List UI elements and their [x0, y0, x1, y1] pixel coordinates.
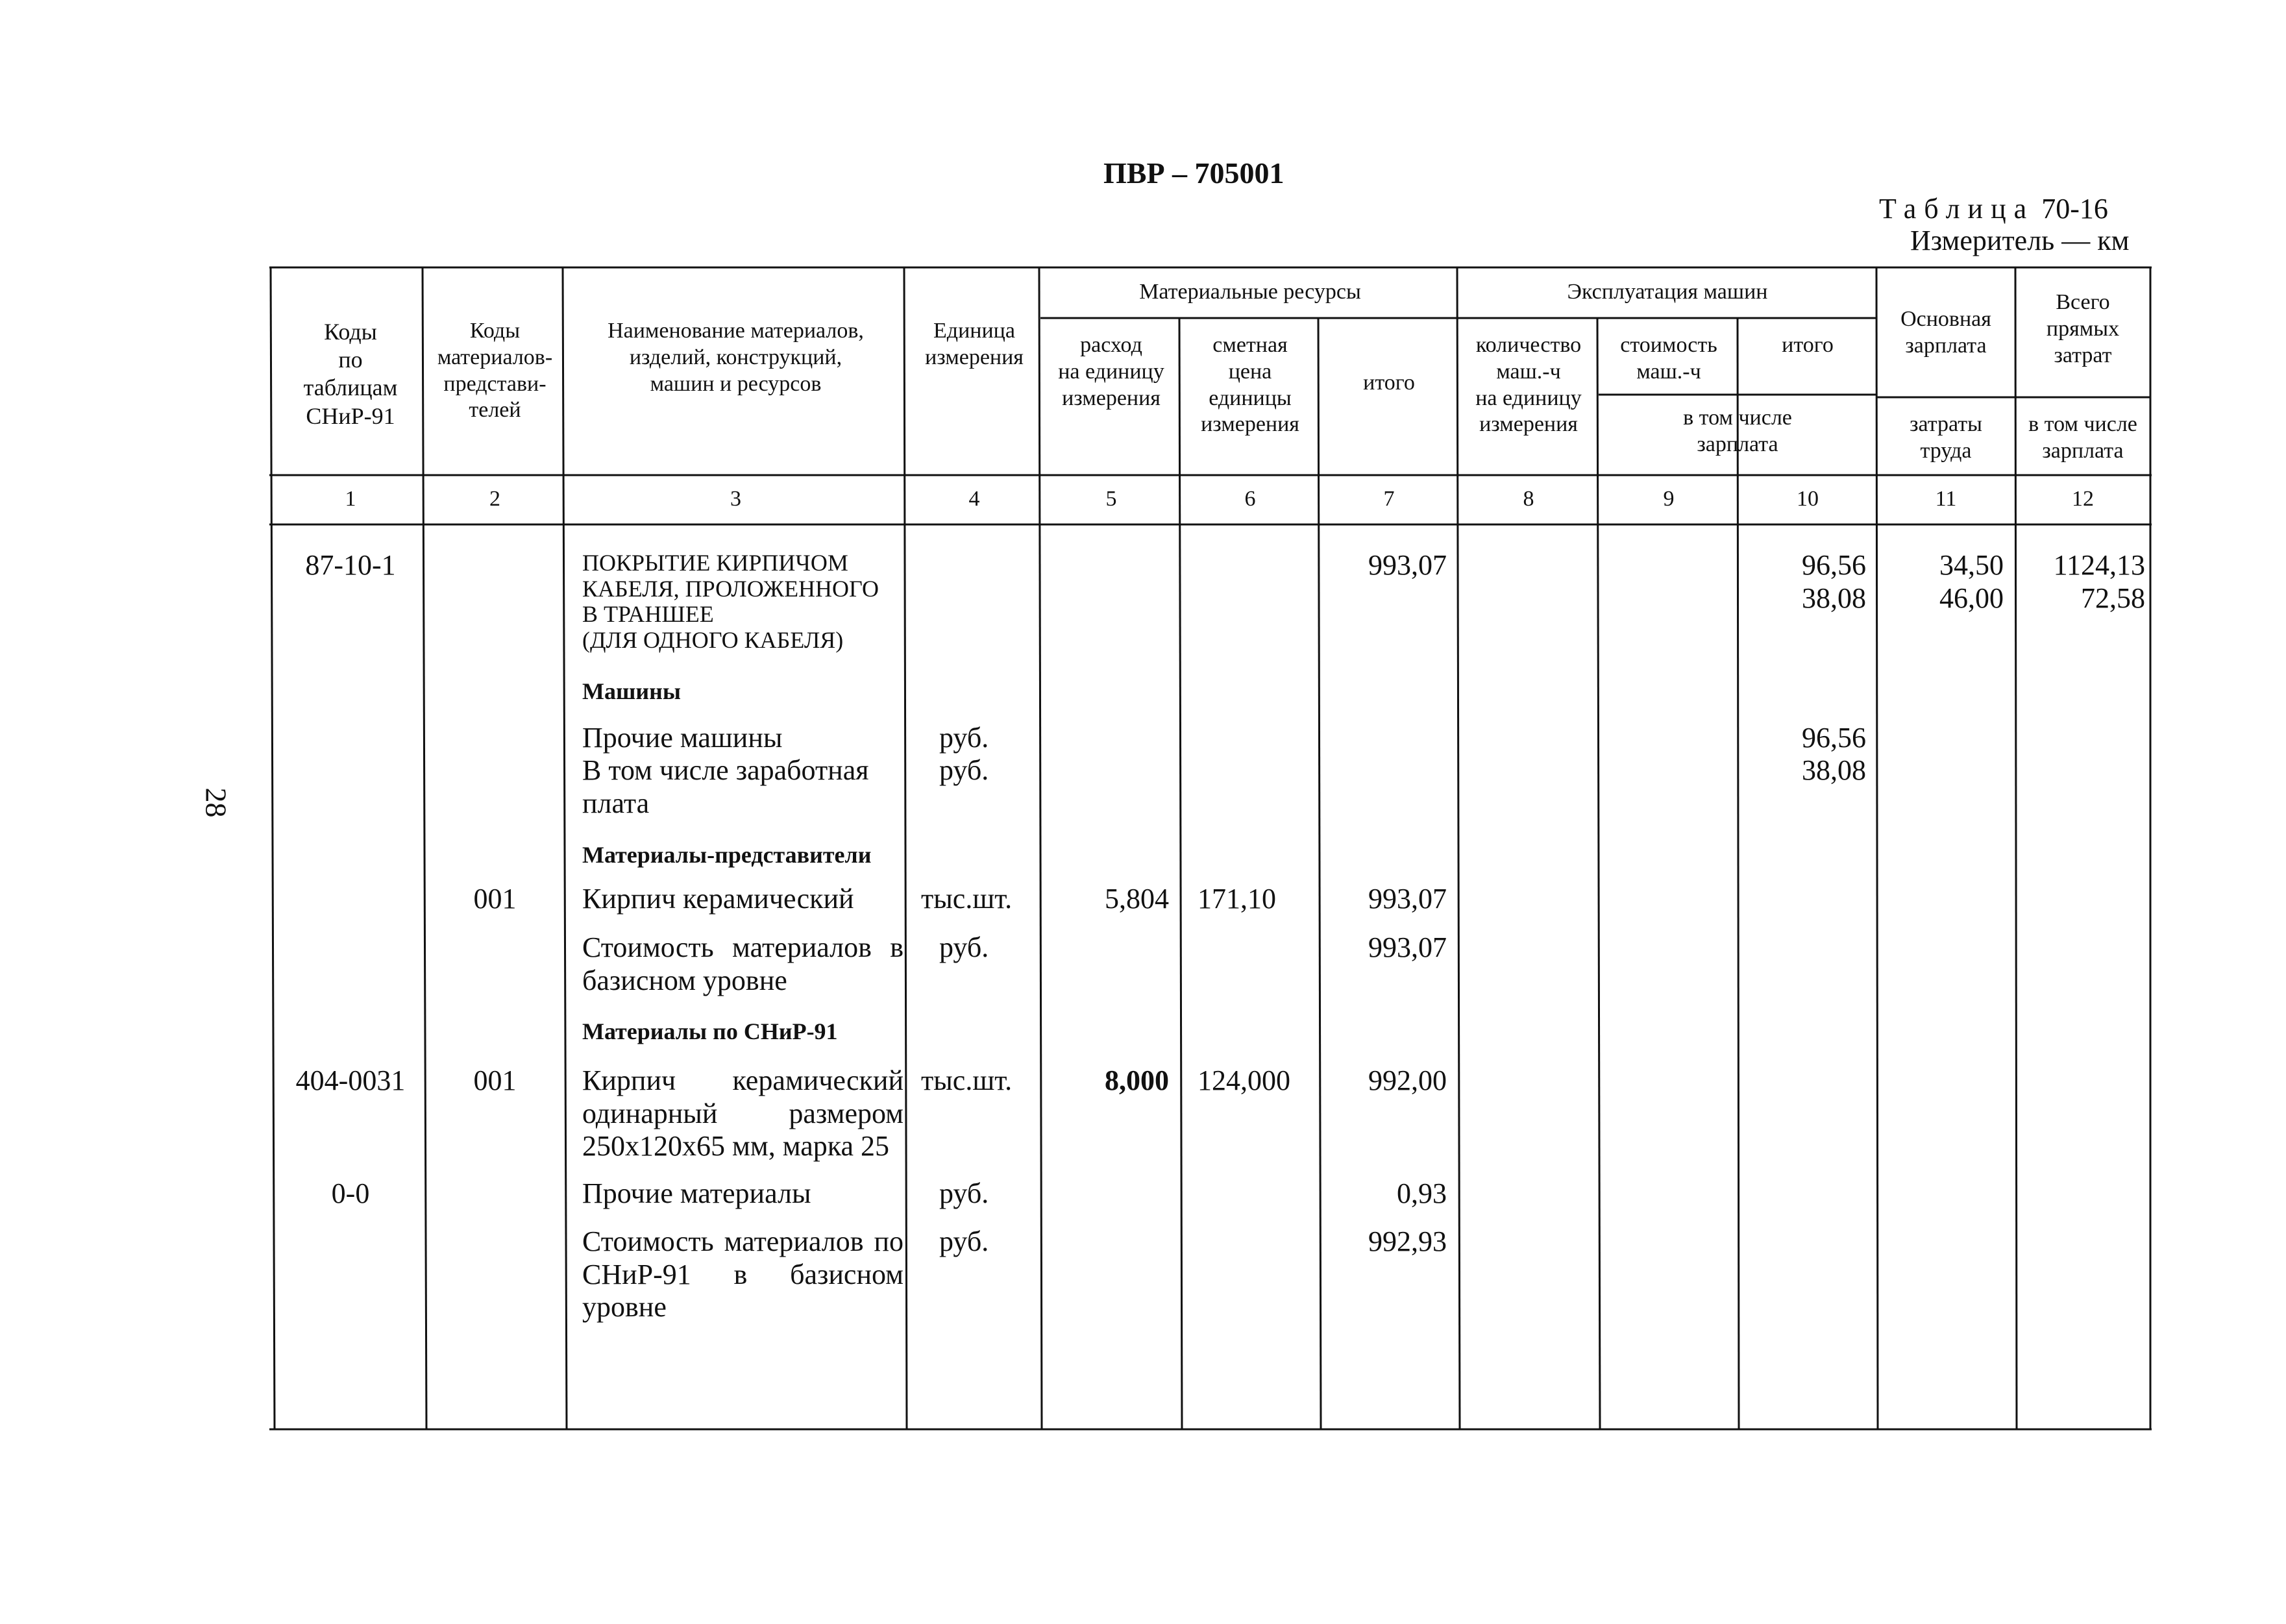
table-label-word: Таблица — [1879, 193, 2035, 225]
header-total-salary: в том числе зарплата — [2028, 412, 2137, 463]
header-machine-salary: в том числе зарплата — [1683, 406, 1792, 456]
machine-total: 96,56 38,08 — [1802, 549, 1866, 614]
column-number: 6 — [1244, 487, 1256, 511]
material-total: 993,07 — [1368, 931, 1447, 963]
column-number: 9 — [1663, 487, 1675, 511]
item-quantity: 5,804 — [1105, 883, 1169, 915]
section-representative-materials: Материалы-представители — [582, 842, 872, 868]
item-name: Стоимость материалов по СНиР-91 в базисном уровне — [582, 1225, 903, 1323]
row-code: 404-0031 — [295, 1064, 406, 1096]
column-number: 4 — [968, 487, 980, 511]
header-total-direct: Всего прямых затрат — [2046, 290, 2120, 367]
header-labor-costs: затраты труда — [1910, 412, 1982, 463]
column-number: 8 — [1523, 487, 1534, 511]
item-name: Прочие материалы — [582, 1177, 811, 1209]
machine-total: 96,56 — [1802, 722, 1866, 754]
material-total: 0,93 — [1397, 1177, 1447, 1209]
item-name: Прочие машины — [582, 722, 783, 754]
page-number: 28 — [199, 787, 233, 818]
header-material-total: итого — [1363, 371, 1415, 395]
material-total: 993,07 — [1368, 549, 1447, 581]
item-name: В том числе заработная плата — [582, 754, 869, 819]
column-number: 10 — [1797, 487, 1819, 511]
total-direct: 1124,13 72,58 — [2053, 549, 2145, 614]
material-total: 992,00 — [1368, 1064, 1447, 1096]
header-consumption: расход на единицу измерения — [1058, 333, 1164, 410]
material-total: 993,07 — [1368, 883, 1447, 915]
table-label — [1879, 192, 2108, 225]
document-title: ПВР – 705001 — [1103, 156, 1284, 190]
column-number: 1 — [345, 487, 356, 511]
item-unit: руб. — [939, 1177, 989, 1209]
header-codes-snir: Коды по таблицам СНиР-91 — [303, 319, 398, 429]
header-material-resources: Материальные ресурсы — [1139, 280, 1361, 304]
item-price: 124,000 — [1198, 1064, 1290, 1096]
item-name: Кирпич керамический одинарный размером 250х120х65 мм, марка 25 — [582, 1064, 903, 1163]
column-number: 12 — [2072, 487, 2094, 511]
header-codes-materials: Коды материалов- представи- телей — [437, 319, 553, 423]
header-unit: Единица измерения — [925, 319, 1024, 369]
column-number: 11 — [1935, 487, 1957, 511]
unit-label: Измеритель — км — [1910, 225, 2130, 256]
column-number: 3 — [730, 487, 741, 511]
header-unit-price: сметная цена единицы измерения — [1201, 333, 1299, 437]
section-machines: Машины — [582, 678, 681, 704]
item-unit: руб. — [939, 931, 989, 963]
base-salary: 34,50 46,00 — [1939, 549, 2004, 614]
header-machine-operation: Эксплуатация машин — [1567, 280, 1768, 304]
work-title: ПОКРЫТИЕ КИРПИЧОМ КАБЕЛЯ, ПРОЛОЖЕННОГО В ТРАНШЕЕ (ДЛЯ ОДНОГО КАБЕЛЯ) — [582, 550, 879, 653]
material-code: 001 — [473, 1064, 517, 1096]
item-unit: руб. — [939, 1225, 989, 1257]
item-unit: тыс.шт. — [921, 883, 1013, 915]
header-machine-hour-cost: стоимость маш.-ч — [1620, 333, 1717, 384]
header-name: Наименование материалов, изделий, конструкций, машин и ресурсов — [608, 319, 864, 396]
section-snir-materials: Материалы по СНиР-91 — [582, 1018, 838, 1044]
header-base-salary: Основная зарплата — [1900, 307, 1991, 358]
item-quantity: 8,000 — [1105, 1064, 1169, 1096]
column-number: 5 — [1105, 487, 1117, 511]
row-code: 0-0 — [331, 1177, 370, 1209]
material-code: 001 — [473, 883, 517, 915]
item-name: Стоимость материалов в базисном уровне — [582, 931, 903, 996]
estimate-table — [269, 266, 2152, 1431]
row-code: 87-10-1 — [305, 549, 396, 581]
column-number: 7 — [1383, 487, 1395, 511]
machine-total: 38,08 — [1802, 754, 1866, 786]
item-unit: руб. — [939, 722, 989, 754]
header-machine-hours: количество маш.-ч на единицу измерения — [1475, 333, 1582, 437]
item-unit: тыс.шт. — [921, 1064, 1013, 1096]
material-total: 992,93 — [1368, 1225, 1447, 1257]
item-unit: руб. — [939, 754, 989, 786]
header-machine-total: итого — [1782, 333, 1834, 357]
item-price: 171,10 — [1198, 883, 1276, 915]
item-name: Кирпич керамический — [582, 883, 854, 915]
table-number: 70-16 — [2041, 193, 2108, 225]
column-number: 2 — [489, 487, 500, 511]
